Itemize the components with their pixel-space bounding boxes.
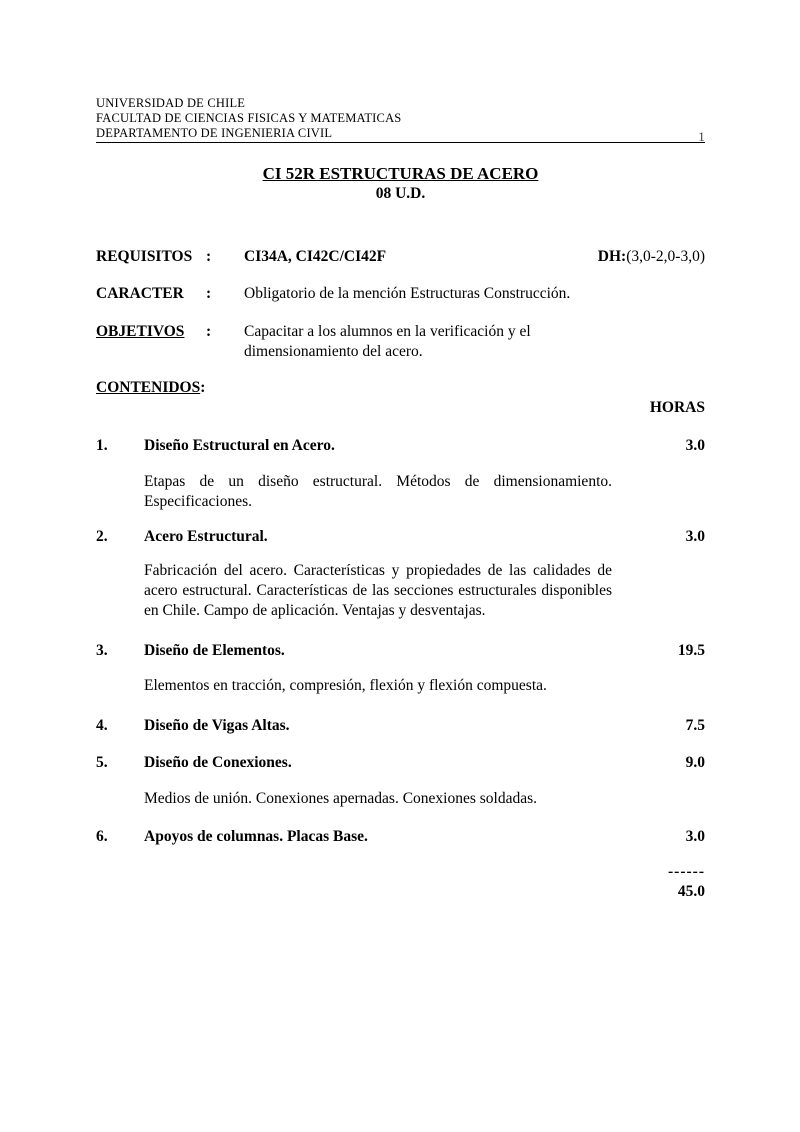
- letterhead-university: UNIVERSIDAD DE CHILE: [96, 96, 246, 110]
- content-item-6: [96, 827, 705, 847]
- letterhead-department-row: [96, 126, 705, 143]
- contents-heading-text: CONTENIDOS: [96, 379, 201, 396]
- item-number: 5.: [96, 754, 108, 771]
- document-content: [96, 96, 705, 902]
- item-title: Diseño de Vigas Altas.: [144, 717, 290, 734]
- requisitos-label: REQUISITOS: [96, 248, 193, 265]
- item-description: Elementos en tracción, compresión, flexión y flexión compuesta.: [144, 677, 547, 694]
- item-number: 6.: [96, 828, 108, 845]
- content-item-3: [96, 641, 705, 661]
- total-hours: 45.0: [677, 883, 705, 900]
- letterhead: [96, 96, 705, 143]
- total-separator: ------: [668, 863, 705, 880]
- item-description: Medios de unión. Conexiones apernadas. Conexiones soldadas.: [144, 790, 538, 807]
- requisitos-value: CI34A, CI42C/CI42F: [244, 248, 387, 265]
- objetivos-label: OBJETIVOS: [96, 323, 185, 340]
- item-title: Acero Estructural.: [144, 528, 268, 545]
- letterhead-department: DEPARTAMENTO DE INGENIERIA CIVIL: [96, 126, 333, 140]
- item-description: Etapas de un diseño estructural. Métodos de dimensionamiento. Especificaciones.: [144, 473, 612, 510]
- item-number: 2.: [96, 528, 108, 545]
- item-title: Diseño de Conexiones.: [144, 754, 292, 771]
- dh-label: DH:: [597, 248, 627, 265]
- field-row-objetivos: [96, 322, 705, 362]
- contents-heading: [96, 378, 705, 398]
- item-number: 4.: [96, 717, 108, 734]
- caracter-label: CARACTER: [96, 285, 184, 302]
- hours-column-header: HORAS: [649, 399, 705, 416]
- content-item-1: [96, 436, 705, 456]
- item-hours: 19.5: [677, 642, 705, 659]
- caracter-colon: :: [206, 285, 212, 302]
- field-row-caracter: [96, 284, 705, 304]
- requisitos-colon: :: [206, 248, 212, 265]
- item-title: Apoyos de columnas. Placas Base.: [144, 828, 368, 845]
- content-item-4: [96, 716, 705, 736]
- content-item-2: [96, 527, 705, 547]
- item-number: 3.: [96, 642, 108, 659]
- item-description: Fabricación del acero. Características y propiedades de las calidades de acero estructural. Características de las secciones estructurales disponibles en Chile. Campo de aplicación. Ventajas y desventajas.: [144, 562, 612, 619]
- course-title: CI 52R ESTRUCTURAS DE ACERO: [262, 164, 539, 183]
- contents-heading-colon: :: [200, 379, 206, 396]
- dh-value: (3,0-2,0-3,0): [626, 248, 705, 265]
- title-block: [96, 164, 705, 203]
- item-hours: 7.5: [685, 717, 705, 734]
- item-hours: 3.0: [685, 828, 705, 845]
- objetivos-value: Capacitar a los alumnos en la verificación y el dimensionamiento del acero.: [244, 323, 531, 360]
- objetivos-colon: :: [206, 323, 212, 340]
- course-units: 08 U.D.: [375, 185, 426, 202]
- dh-cell: [598, 247, 705, 267]
- field-row-requisitos: [96, 247, 705, 267]
- item-title: Diseño Estructural en Acero.: [144, 437, 335, 454]
- item-number: 1.: [96, 437, 108, 454]
- page-number: 1: [698, 129, 705, 144]
- item-hours: 9.0: [685, 754, 705, 771]
- letterhead-faculty: FACULTAD DE CIENCIAS FISICAS Y MATEMATICAS: [96, 111, 402, 125]
- caracter-value: Obligatorio de la mención Estructuras Construcción.: [244, 285, 571, 302]
- item-title: Diseño de Elementos.: [144, 642, 285, 659]
- content-item-5: [96, 753, 705, 773]
- item-hours: 3.0: [685, 528, 705, 545]
- item-hours: 3.0: [685, 437, 705, 454]
